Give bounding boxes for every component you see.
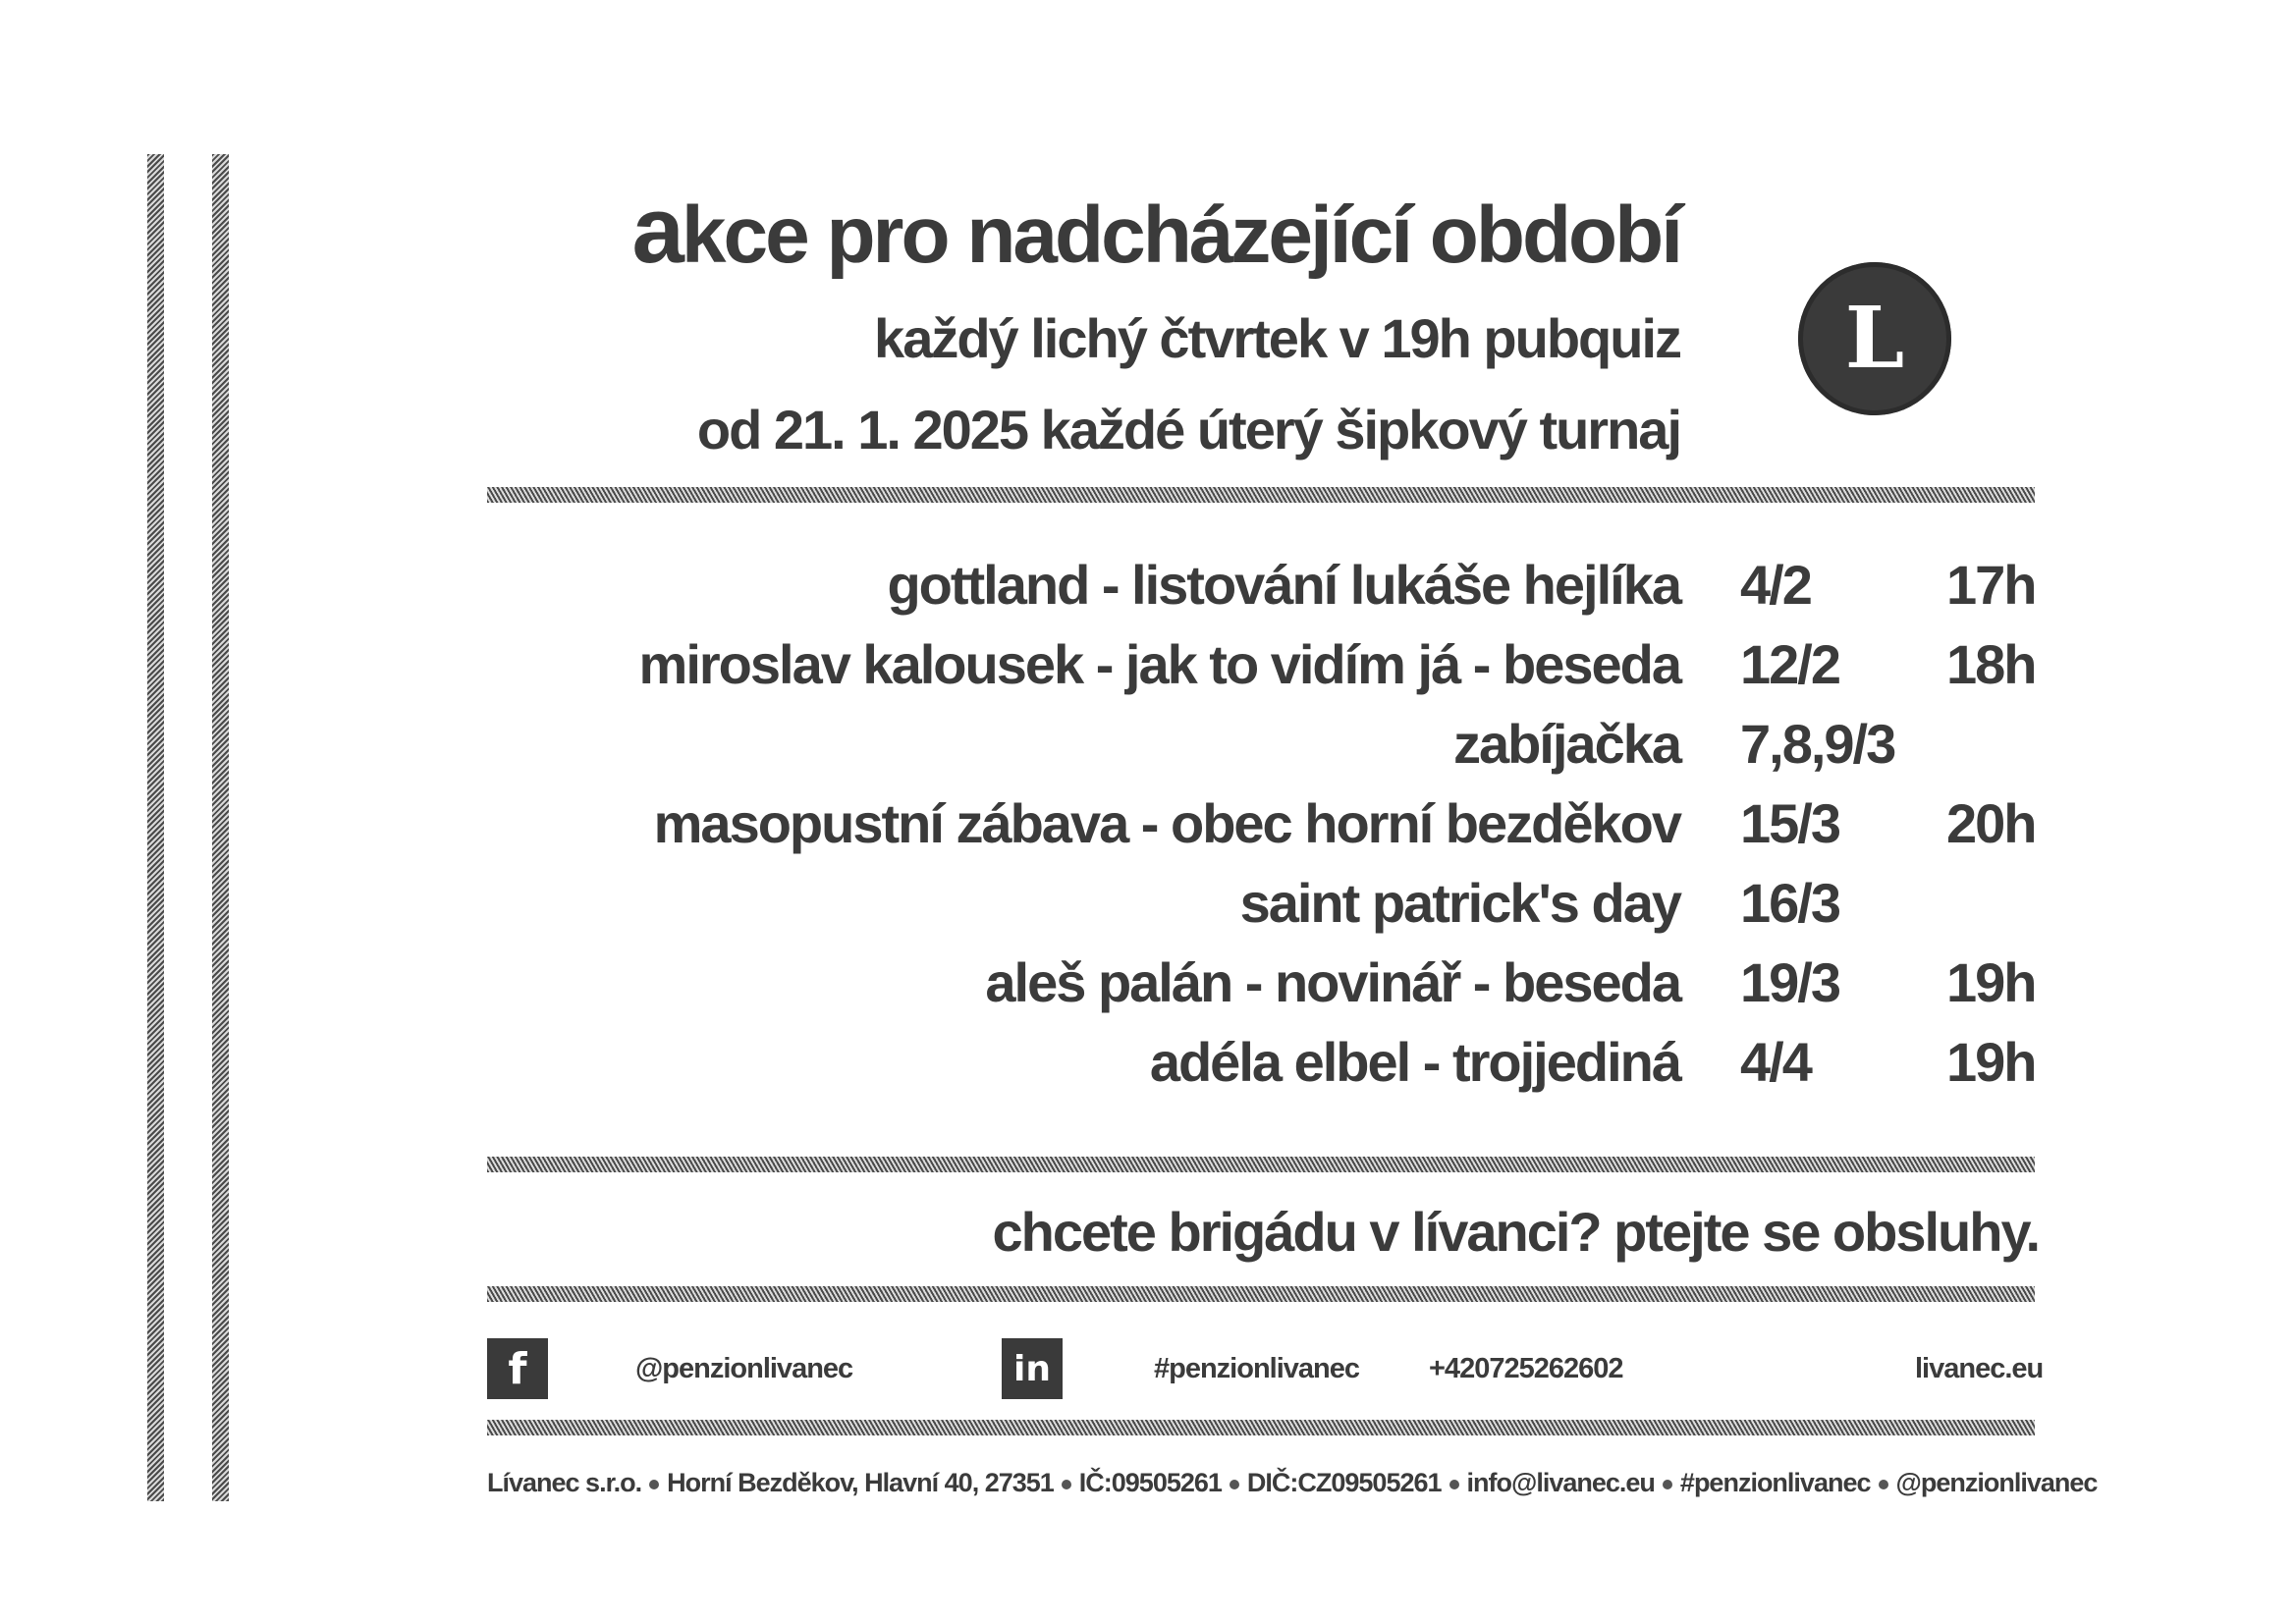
footer-hashtag: #penzionlivanec [1679, 1468, 1871, 1497]
event-date: 4/2 [1740, 554, 1811, 616]
brand-logo [1798, 262, 1951, 415]
event-row [0, 546, 2296, 624]
page-title [631, 178, 1680, 285]
event-name: masopustní zábava - obec horní bezděkov [653, 792, 1680, 854]
event-name: gottland - listování lukáše hejlíka [887, 554, 1680, 616]
event-row [0, 784, 2296, 863]
footer-address: Horní Bezděkov, Hlavní 40, 27351 [667, 1468, 1054, 1497]
bullet-icon [1230, 1480, 1239, 1489]
event-time: 18h [1946, 633, 2036, 695]
bullet-icon [1449, 1480, 1459, 1489]
linkedin-icon-glyph: in [1013, 1348, 1051, 1389]
event-row [0, 864, 2296, 943]
event-name: aleš palán - novinář - beseda [985, 951, 1680, 1013]
footer-company: Lívanec s.r.o. [487, 1468, 642, 1497]
facebook-handle[interactable]: @penzionlivanec [635, 1353, 853, 1384]
event-name: saint patrick's day [1239, 872, 1680, 934]
event-name: adéla elbel - trojjediná [1149, 1031, 1680, 1093]
divider-contacts-top [487, 1286, 2035, 1302]
event-time: 17h [1946, 554, 2036, 616]
event-date: 12/2 [1740, 633, 1839, 695]
footer-email[interactable]: info@livanec.eu [1466, 1468, 1655, 1497]
darts-line: od 21. 1. 2025 každé úterý šipkový turnaj [696, 399, 1680, 460]
company-footer [487, 1463, 2098, 1502]
title-first-letter: a [631, 178, 682, 283]
event-row [0, 705, 2296, 784]
event-date: 19/3 [1740, 951, 1839, 1013]
event-name: zabíjačka [1452, 713, 1680, 775]
bullet-icon [1062, 1480, 1071, 1489]
event-date: 7,8,9/3 [1740, 713, 1895, 775]
bullet-icon [1879, 1480, 1888, 1489]
event-time: 19h [1946, 1031, 2036, 1093]
bullet-icon [1663, 1480, 1672, 1489]
divider-contacts-bottom [487, 1420, 2035, 1435]
footer-dic: DIČ:CZ09505261 [1246, 1468, 1442, 1497]
event-row [0, 625, 2296, 704]
footer-ico: IČ:09505261 [1078, 1468, 1222, 1497]
facebook-icon-glyph: f [508, 1343, 527, 1394]
event-date: 4/4 [1740, 1031, 1811, 1093]
event-name: miroslav kalousek - jak to vidím já - beseda [638, 633, 1680, 695]
hashtag-text[interactable]: #penzionlivanec [1154, 1353, 1360, 1384]
divider-top [487, 487, 2035, 503]
jobs-notice: chcete brigádu v lívanci? ptejte se obsluhy. [992, 1201, 2039, 1263]
phone-number[interactable]: +420725262602 [1429, 1353, 1623, 1384]
divider-middle [487, 1157, 2035, 1172]
event-time: 20h [1946, 792, 2036, 854]
bullet-icon [649, 1480, 659, 1489]
title-rest: kce pro nadcházející období [681, 190, 1680, 280]
event-date: 15/3 [1740, 792, 1839, 854]
event-time: 19h [1946, 951, 2036, 1013]
facebook-icon[interactable] [487, 1338, 548, 1399]
footer-handle: @penzionlivanec [1895, 1468, 2098, 1497]
pubquiz-line: každý lichý čtvrtek v 19h pubquiz [874, 307, 1680, 369]
event-date: 16/3 [1740, 872, 1839, 934]
event-row [0, 1023, 2296, 1102]
website-link[interactable]: livanec.eu [1915, 1353, 2044, 1384]
logo-letter: L [1844, 289, 1905, 388]
linkedin-icon[interactable] [1002, 1338, 1063, 1399]
event-row [0, 944, 2296, 1022]
